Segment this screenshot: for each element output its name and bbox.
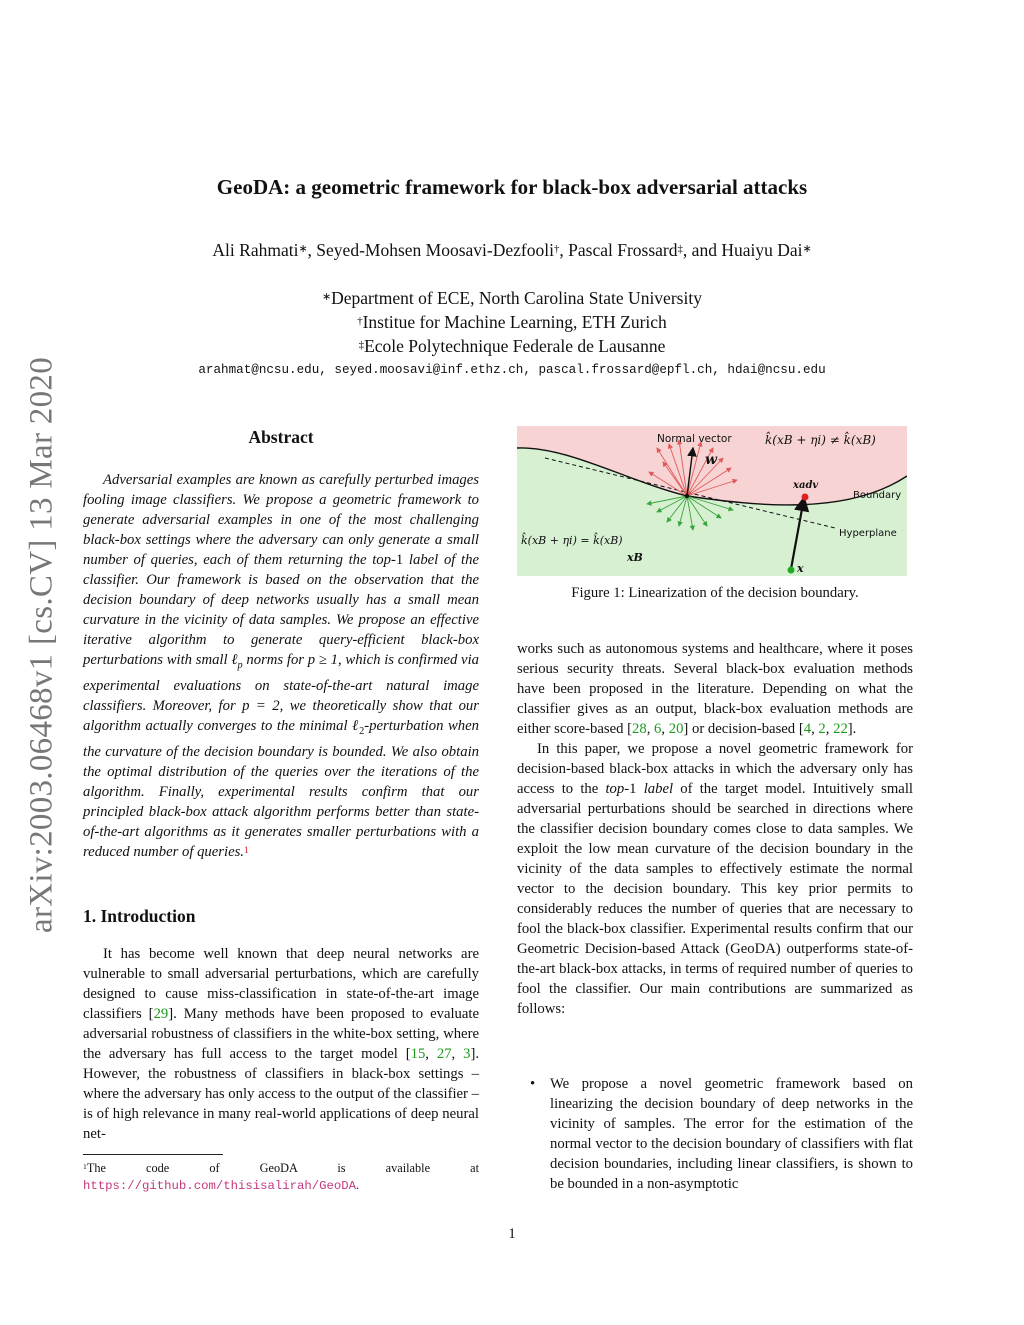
author-2: , Seyed-Mohsen Moosavi-Dezfooli — [307, 240, 554, 260]
hyperplane-label: Hyperplane — [839, 528, 897, 539]
citation-2[interactable]: 2 — [818, 721, 826, 737]
abstract-math-l2: ℓ — [352, 717, 360, 734]
figure-1 — [517, 426, 907, 576]
affiliation-1-mark: ∗ — [322, 291, 332, 304]
right-text-5: of the target model. Intuitively small adversarial perturbations should be searched in directions where the classifier decision boundary comes close to data samples. We exploit the low mean curvature of the decision boundary in the vicinity of the data samples to effectively estimate the normal vector to the decision boundary. This key prior permits to considerably reduces the number of queries that are necessary to fool the black-box classifier. Experimental results confirm that our Geometric Decision-based Attack (GeoDA) outperforms state-of-the-art black-box attacks, in terms of required number of queries to fool the classifier. Our main contributions are summarized as follows: — [517, 781, 913, 1017]
intro-paragraph-1 — [83, 944, 479, 1144]
abstract-text-4: , which is confirmed via experimental evaluations on state-of-the-art natural image classifiers. Moreover, for — [83, 652, 479, 714]
citation-separator: , — [425, 1046, 437, 1062]
citation-28[interactable]: 28 — [632, 721, 647, 737]
top-one: 1 — [629, 781, 637, 797]
citation-27[interactable]: 27 — [436, 1046, 452, 1062]
abstract-math-p-geq-1: p ≥ 1 — [307, 652, 338, 668]
footnote-mark: 1 — [83, 1162, 87, 1172]
right-paragraph-2 — [517, 739, 913, 1019]
author-3-mark: ‡ — [677, 243, 683, 256]
abstract-text-5: , we theoretically show that our algorithm actually converges to the minimal — [83, 697, 479, 734]
abstract-text-1: Adversarial examples are known as carefully perturbed images fooling image classifiers. We propose a geometric framework to generate adversarial examples in one of the most challenging black-box settings where the adversary can only generate a small number of queries, each of them returning the top- — [83, 472, 479, 568]
citation-4[interactable]: 4 — [803, 721, 812, 737]
citation-6[interactable]: 6 — [654, 721, 662, 737]
contribution-item-1: We propose a novel geometric framework based on linearizing the decision boundary of deep networks in the vicinity of samples. The error for the estimation of the normal vector to the decision boundary of classifiers with flat decision boundaries, including linear classifiers, is shown to be bounded in a non-asymptotic — [550, 1076, 913, 1192]
top-equation: k̂(xB + ηi) ≠ k̂(xB) — [765, 433, 876, 447]
author-3: , Pascal Frossard — [559, 240, 678, 260]
intro-text-2: ]. Many methods have been proposed to evaluate adversarial robustness of classifiers in the white-box setting, where the adversary has full access to the target model [ — [83, 1006, 480, 1062]
affiliation-3-text: Ecole Polytechnique Federale de Lausanne — [364, 336, 666, 356]
citation-15[interactable]: 15 — [410, 1046, 426, 1062]
xB-label: xB — [627, 551, 643, 564]
abstract-top-1: 1 — [395, 552, 404, 568]
citation-separator: , — [825, 721, 834, 737]
right-paragraph-1 — [517, 639, 913, 739]
abstract-body — [83, 470, 479, 862]
abstract-math-lp: ℓ — [231, 652, 238, 668]
author-1: Ali Rahmati — [212, 240, 299, 260]
footnote-rule — [83, 1154, 223, 1155]
bullet-marker: • — [530, 1076, 536, 1092]
abstract-math-p-eq-2: p = 2 — [242, 697, 280, 714]
abstract-heading: Abstract — [248, 427, 314, 447]
author-2-mark: † — [553, 243, 560, 256]
intro-text-1: It has become well known that deep neural networks are vulnerable to small adversarial perturbations, which are carefully designed to cause miss-classification in state-of-the-art image classifiers [ — [83, 946, 479, 1022]
citation-22[interactable]: 22 — [833, 721, 848, 737]
paper-title: GeoDA: a geometric framework for black-box adversarial attacks — [216, 175, 808, 199]
citation-3[interactable]: 3 — [463, 1046, 471, 1062]
affiliation-2-text: Institue for Machine Learning, ETH Zurich — [362, 312, 667, 332]
intro-body — [83, 944, 479, 1144]
right-text-2: ] or decision-based [ — [683, 721, 804, 737]
affiliation-2-mark: † — [357, 315, 363, 328]
figure-1-caption: Figure 1: Linearization of the decision boundary. — [571, 585, 859, 601]
abstract-text-3: norms for — [242, 652, 308, 668]
citation-20[interactable]: 20 — [668, 721, 684, 737]
intro-heading: 1. Introduction — [83, 906, 196, 926]
arxiv-identifier-text: arXiv:2003.06468v1 [cs.CV] 13 Mar 2020 — [23, 357, 60, 933]
footnote-text: The code of GeoDA is available at — [86, 1161, 479, 1175]
citation-separator: , — [451, 1046, 464, 1062]
x-adv-label: xadv — [793, 480, 819, 491]
x-label: x — [797, 562, 804, 575]
figure-1-diagram — [517, 426, 907, 576]
abstract-math-lp-sub: p — [237, 659, 243, 671]
xB-point — [685, 494, 689, 498]
author-4: , and Huaiyu Dai — [682, 240, 803, 260]
abstract-text-6: -perturbation when the curvature of the decision boundary is bounded. We also obtain the optimal distribution of the queries over the iterations of the algorithm. Finally, experimental results confirm that our principled black-box attack algorithm performs better than state-of-the-art algorithms as it generates smaller perturbations with a reduced number of queries. — [83, 717, 479, 860]
author-4-mark: ∗ — [802, 243, 812, 256]
contribution-list — [517, 1074, 913, 1194]
top-word: top- — [605, 781, 630, 797]
citation-29[interactable]: 29 — [153, 1006, 169, 1022]
citation-separator: , — [811, 721, 819, 737]
author-list — [0, 240, 1024, 261]
author-1-mark: ∗ — [298, 243, 308, 256]
author-emails: arahmat@ncsu.edu, seyed.moosavi@inf.ethz.ch, pascal.frossard@epfl.ch, hdai@ncsu.edu — [198, 363, 826, 377]
right-text-3: ]. — [847, 721, 857, 737]
w-label: w — [705, 452, 718, 468]
footnote-end: . — [356, 1178, 360, 1192]
right-text-1: works such as autonomous systems and healthcare, where it poses serious security threats. Several black-box evaluation methods have been proposed in the literature. Depending on what the classifier gives as an output, black-box evaluation methods are either score-based [ — [517, 641, 913, 737]
code-url-link[interactable]: https://github.com/thisisalirah/GeoDA — [83, 1179, 357, 1193]
right-column-body — [517, 639, 913, 1019]
affiliation-1 — [0, 288, 1024, 309]
citation-separator: , — [661, 721, 669, 737]
boundary-label: Boundary — [853, 490, 902, 501]
label-word: label — [643, 781, 674, 797]
x-adv-point — [802, 494, 809, 501]
affiliation-3 — [0, 336, 1024, 357]
footnote — [83, 1160, 479, 1195]
page-number: 1 — [508, 1226, 516, 1242]
footnote-link[interactable]: 1 — [243, 844, 249, 855]
x-point — [788, 567, 795, 574]
arxiv-identifier — [14, 345, 70, 945]
citation-separator: , — [646, 721, 655, 737]
abstract-paragraph — [83, 470, 479, 862]
normal-vector-label: Normal vector — [657, 433, 732, 445]
abstract-math-l2-sub: 2 — [359, 725, 365, 737]
affiliation-1-text: Department of ECE, North Carolina State University — [331, 288, 702, 308]
affiliation-2 — [0, 312, 1024, 333]
abstract-text-2: label of the classifier. Our framework is based on the observation that the decision boundary of deep networks usually has a small mean curvature in the vicinity of data samples. We propose an effective iterative algorithm to generate query-efficient black-box perturbations with small — [83, 552, 479, 668]
right-text-4: In this paper, we propose a novel geometric framework for decision-based black-box attacks in which the adversary only has access to the — [517, 741, 913, 797]
intro-text-3: ]. However, the robustness of classifiers in black-box settings – where the adversary has only access to the output of the classifier – is of high relevance in many real-world applications of deep neural net- — [83, 1046, 480, 1142]
bottom-equation: k̂(xB + ηi) = k̂(xB) — [521, 534, 623, 547]
affiliation-3-mark: ‡ — [358, 339, 365, 352]
